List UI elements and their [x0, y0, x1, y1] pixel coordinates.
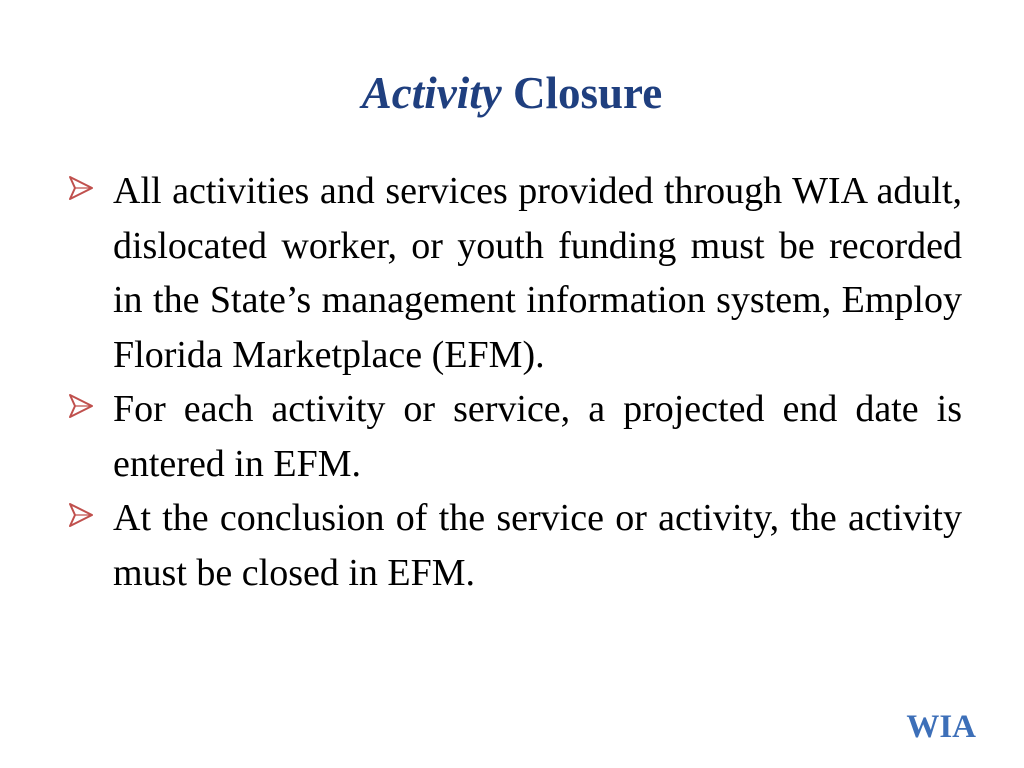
bullet-text: All activities and services provided through WIA adult, dislocated worker, or youth funding must be recorded in the State’s management information system, Employ Florida Marketplace (EFM).	[113, 170, 962, 376]
arrowhead-bullet-icon	[68, 393, 94, 419]
bullet-item	[62, 382, 962, 491]
footer-wia-mark: WIA	[906, 709, 976, 745]
bullet-item	[62, 491, 962, 600]
arrowhead-bullet-icon	[68, 175, 94, 201]
bullet-text: At the conclusion of the service or activity, the activity must be closed in EFM.	[113, 497, 962, 594]
slide-title	[0, 66, 1024, 120]
bullet-text: For each activity or service, a projected end date is entered in EFM.	[113, 388, 962, 485]
title-word: Closure	[513, 68, 663, 118]
bullet-item	[62, 164, 962, 382]
title-italic-word: Activity	[361, 68, 502, 118]
arrowhead-bullet-icon	[68, 502, 94, 528]
bullet-list	[62, 164, 962, 600]
